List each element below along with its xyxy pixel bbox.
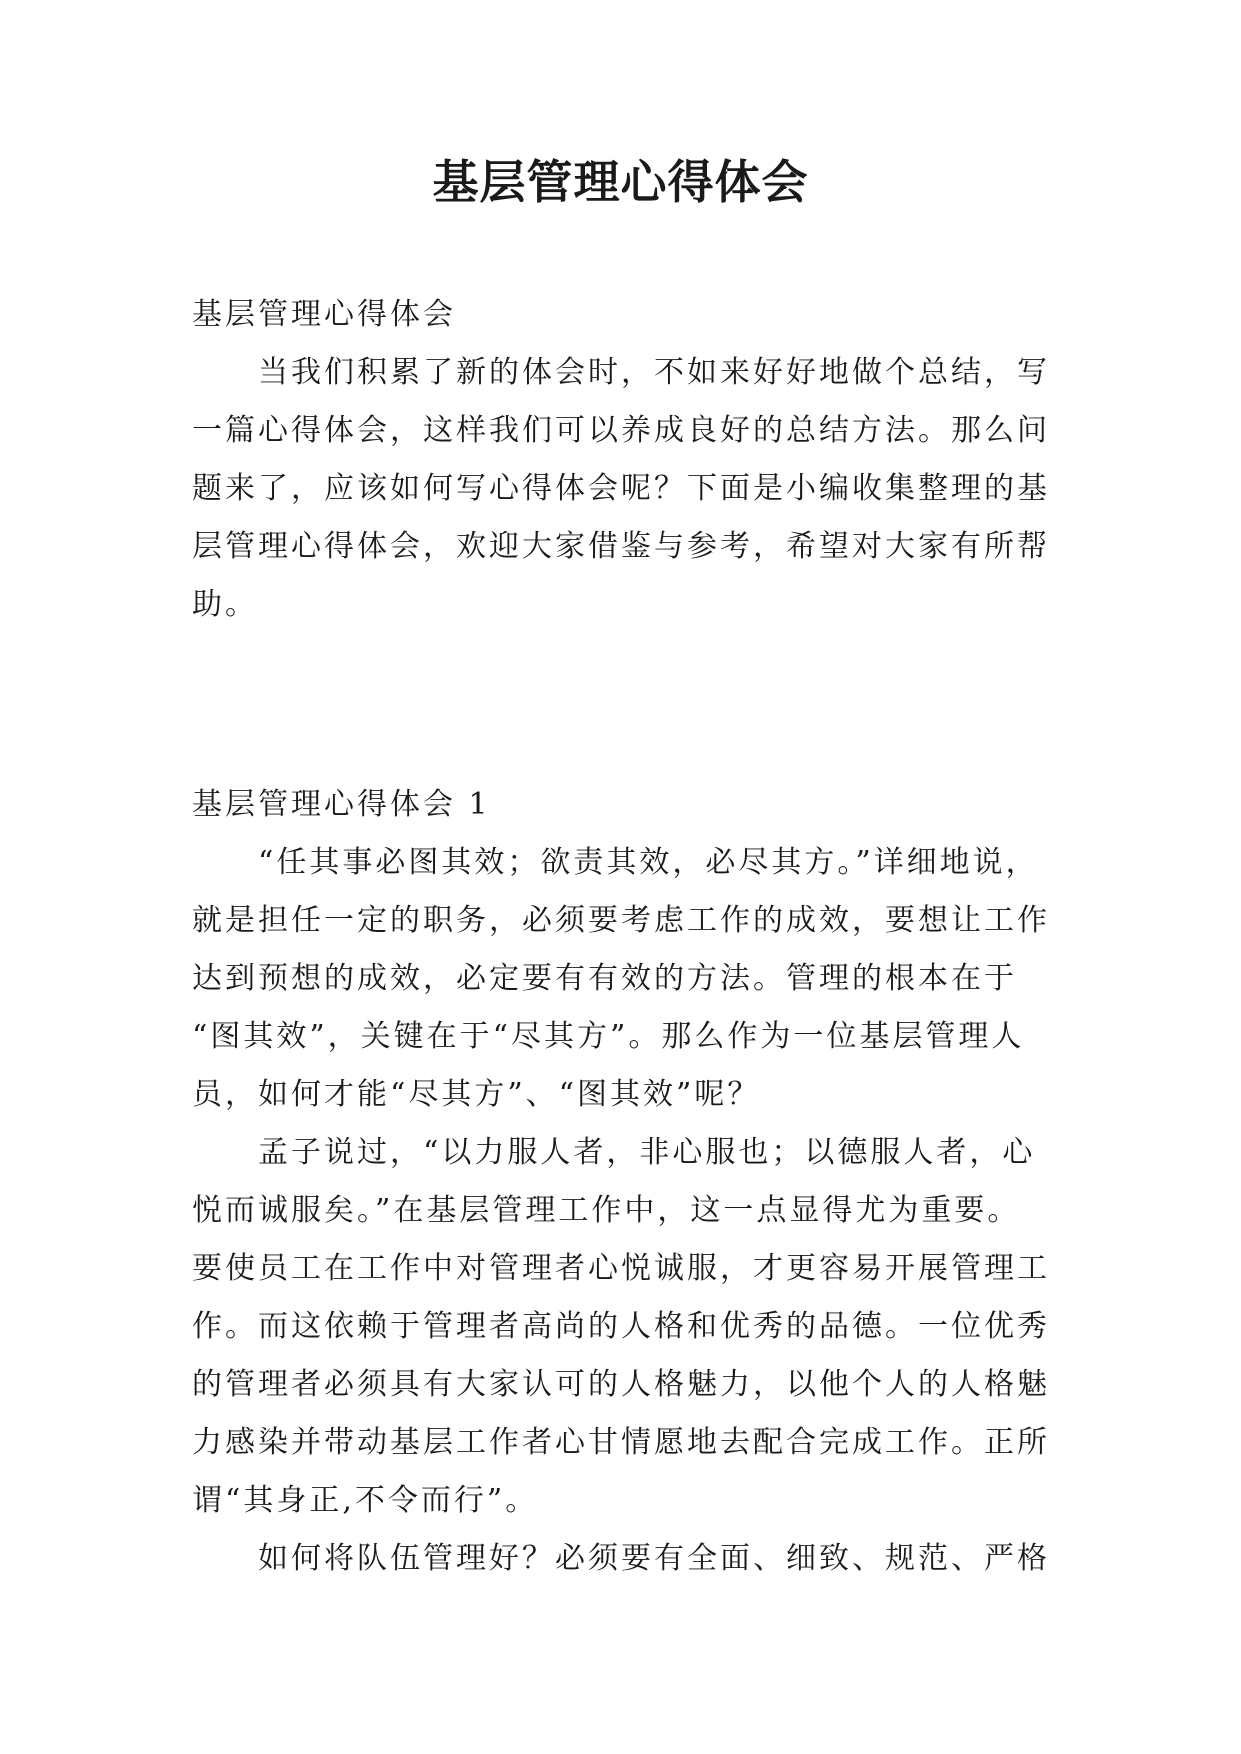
paragraph-line: 孟子说过，“以力服人者，非心服也；以德服人者，心 [258, 1135, 1036, 1170]
intro-line: 题来了，应该如何写心得体会呢？下面是小编收集整理的基 [192, 471, 1050, 506]
paragraph-line: 员，如何才能“尽其方”、“图其效”呢？ [192, 1077, 761, 1112]
paragraph-line: “图其效”，关键在于“尽其方”。那么作为一位基层管理人 [192, 1019, 1025, 1054]
paragraph-line: 作。而这依赖于管理者高尚的人格和优秀的品德。一位优秀 [192, 1309, 1050, 1344]
intro-heading: 基层管理心得体会 [192, 297, 456, 332]
section-heading: 基层管理心得体会 1 [192, 787, 491, 822]
paragraph-line: 谓“其身正,不令而行”。 [192, 1483, 539, 1518]
intro-line: 当我们积累了新的体会时，不如来好好地做个总结，写 [258, 355, 1050, 390]
paragraph-line: 悦而诚服矣。”在基层管理工作中，这一点显得尤为重要。 [192, 1193, 1021, 1228]
paragraph-line: 就是担任一定的职务，必须要考虑工作的成效，要想让工作 [192, 903, 1050, 938]
intro-line: 一篇心得体会，这样我们可以养成良好的总结方法。那么问 [192, 413, 1050, 448]
paragraph-line: 如何将队伍管理好？必须要有全面、细致、规范、严格 [258, 1541, 1050, 1576]
document-title: 基层管理心得体会 [432, 155, 809, 209]
paragraph-line: 力感染并带动基层工作者心甘情愿地去配合完成工作。正所 [192, 1425, 1050, 1460]
section-spacer [192, 634, 1050, 776]
intro-line: 助。 [192, 587, 258, 622]
intro-line: 层管理心得体会，欢迎大家借鉴与参考，希望对大家有所帮 [192, 529, 1050, 564]
paragraph-line: 达到预想的成效，必定要有有效的方法。管理的根本在于 [192, 961, 1017, 996]
paragraph-line: 的管理者必须具有大家认可的人格魅力，以他个人的人格魅 [192, 1367, 1050, 1402]
paragraph-line: “任其事必图其效；欲责其效，必尽其方。”详细地说， [258, 845, 1039, 880]
document-body [192, 286, 1050, 1588]
paragraph-line: 要使员工在工作中对管理者心悦诚服，才更容易开展管理工 [192, 1251, 1050, 1286]
